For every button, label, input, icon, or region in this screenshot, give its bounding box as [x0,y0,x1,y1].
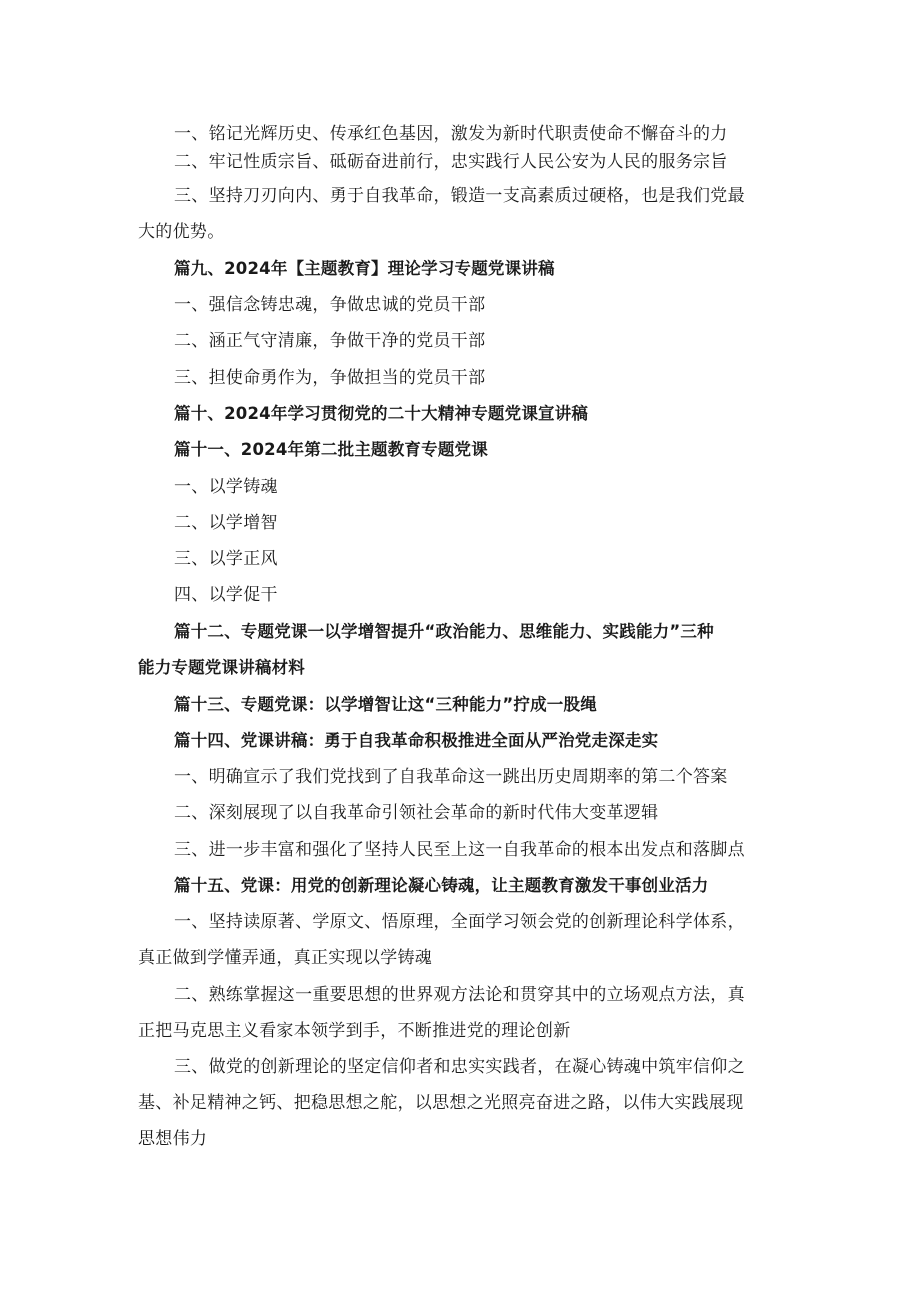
list-item: 二、涵正气守清廉，争做干净的党员干部 [174,331,486,351]
list-item: 一、强信念铸忠魂，争做忠诚的党员干部 [174,295,486,315]
paragraph-continuation: 真正做到学懂弄通，真正实现以学铸魂 [138,948,433,968]
section-heading: 篇十二、专题党课一以学增智提升“政治能力、思维能力、实践能力”三种 [174,622,714,641]
list-item: 三、做党的创新理论的坚定信仰者和忠实实践者，在凝心铸魂中筑牢信仰之 [174,1057,745,1077]
list-item: 二、以学增智 [174,513,278,533]
section-heading: 篇十四、党课讲稿：勇于自我革命积极推进全面从严治党走深走实 [174,731,659,750]
paragraph-continuation: 基、补足精神之钙、把稳思想之舵，以思想之光照亮奋进之路，以伟大实践展现 [138,1093,744,1113]
paragraph-continuation: 思想伟力 [138,1129,208,1149]
section-heading: 篇十五、党课：用党的创新理论凝心铸魂，让主题教育激发干事创业活力 [174,876,709,895]
paragraph-continuation: 大的优势。 [138,222,225,242]
list-item: 三、坚持刀刃向内、勇于自我革命，锻造一支高素质过硬格，也是我们党最 [174,186,745,206]
list-item: 一、铭记光辉历史、传承红色基因，激发为新时代职责使命不懈奋斗的力 [174,124,728,144]
list-item: 三、进一步丰富和强化了坚持人民至上这一自我革命的根本出发点和落脚点 [174,840,745,860]
section-heading: 篇十一、2024年第二批主题教育专题党课 [174,440,488,459]
paragraph-continuation: 正把马克思主义看家本领学到手，不断推进党的理论创新 [138,1021,571,1041]
list-item: 一、以学铸魂 [174,477,278,497]
section-heading: 篇十三、专题党课：以学增智让这“三种能力”拧成一股绳 [174,695,597,714]
list-item: 一、坚持读原著、学原文、悟原理，全面学习领会党的创新理论科学体系， [174,912,745,932]
list-item: 二、深刻展现了以自我革命引领社会革命的新时代伟大变革逻辑 [174,803,659,823]
section-heading: 篇十、2024年学习贯彻党的二十大精神专题党课宣讲稿 [174,404,589,423]
section-heading: 篇九、2024年【主题教育】理论学习专题党课讲稿 [174,259,555,278]
list-item: 三、以学正风 [174,549,278,569]
section-heading-continuation: 能力专题党课讲稿材料 [138,658,305,677]
list-item: 二、牢记性质宗旨、砥砺奋进前行，忠实践行人民公安为人民的服务宗旨 [174,152,728,172]
list-item: 三、担使命勇作为，争做担当的党员干部 [174,368,486,388]
list-item: 四、以学促干 [174,585,278,605]
list-item: 二、熟练掌握这一重要思想的世界观方法论和贯穿其中的立场观点方法，真 [174,985,745,1005]
list-item: 一、明确宣示了我们党找到了自我革命这一跳出历史周期率的第二个答案 [174,767,728,787]
